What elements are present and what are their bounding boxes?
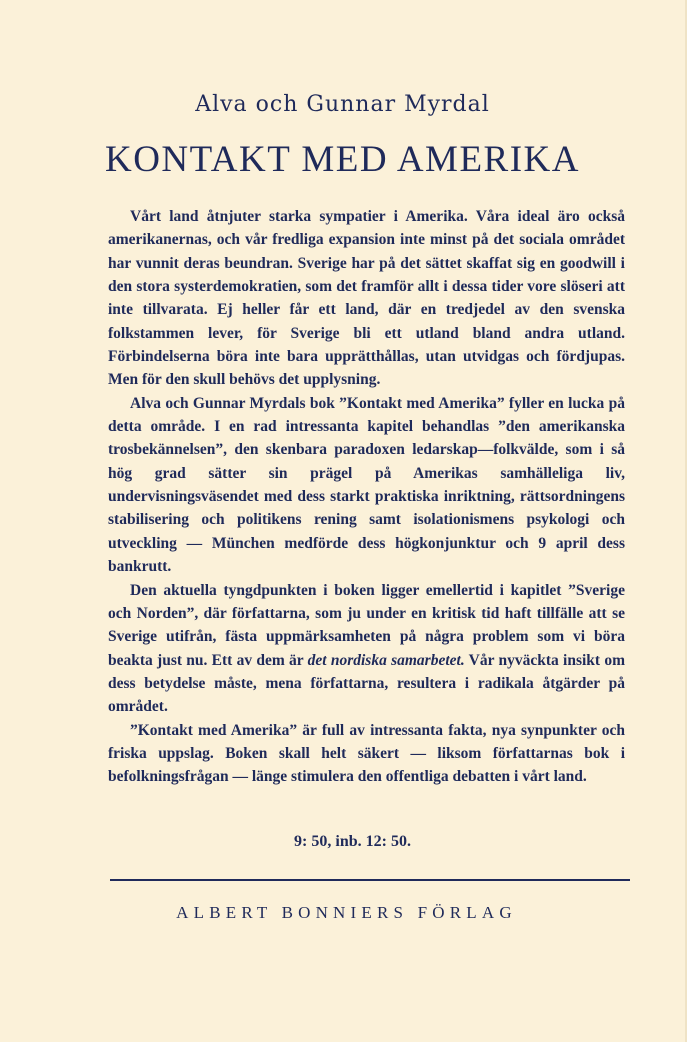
- blurb-paragraph-1: Vårt land åtnjuter starka sympatier i Amerika. Våra ideal äro också amerikanernas, och vår fredliga expansion inte minst på det sociala området har vunnit deras beundran. Sverige har på det sättet skaffat sig en goodwill i den stora systerdemokratien, som det framför allt i dessa tider vore slöseri att inte tillvarata. Ej heller får ett land, där en tredjedel av den svenska folkstammen lever, för Sverige bli ett utland bland andra utland. Förbindelserna böra inte bara upprätthållas, utan utvidgas och fördjupas. Men för den skull behövs det upplysning.: [108, 208, 625, 389]
- blurb-emphasis: det nordiska samarbetet.: [307, 651, 465, 669]
- blurb-text: [108, 205, 625, 789]
- blurb-paragraph-2: Alva och Gunnar Myrdals bok ”Kontakt med Amerika” fyller en lucka på detta område. I en rad intressanta kapitel behandlas ”den amerikanska trosbekännelsen”, den skenbara paradoxen ledarskap—folkvälde, som i så hög grad sätter sin prägel på Amerikas samhälleliga liv, undervisningsväsendet med dess starkt praktiska inriktning, rättsordningens stabilisering och politikens rening samt isolationismens psykologi och utveckling — München medförde dess högkonjunktur och 9 april dess bankrutt.: [108, 394, 625, 576]
- blurb-paragraph-4: ”Kontakt med Amerika” är full av intressanta fakta, nya synpunkter och friska uppslag. Boken skall helt säkert — liksom författarnas bok i befolkningsfrågan — länge stimulera den offentliga debatten i vårt land.: [108, 721, 625, 786]
- book-title: KONTAKT MED AMERIKA: [104, 139, 580, 180]
- blurb-paragraph-3: [108, 579, 625, 719]
- authors-line: Alva och Gunnar Myrdal: [195, 92, 490, 117]
- publisher-name: ALBERT BONNIERS FÖRLAG: [176, 903, 517, 922]
- blurb-paragraph-3-end: Vår nyväckta insikt om dess betydelse måste, mena författarna, resultera i radikala åtgärder på området.: [108, 651, 626, 716]
- divider-rule: [110, 879, 630, 881]
- price-line: 9: 50, inb. 12: 50.: [294, 833, 411, 850]
- blurb-paragraph-3-start: Den aktuella tyngdpunkten i boken ligger emellertid i kapitlet ”Sverige och Norden”, där författarna, som ju under en kritisk tid haft tillfälle att se Sverige utifrån, fästa uppmärksamheten på några problem som vi böra beakta just nu. Ett av dem är: [108, 581, 625, 669]
